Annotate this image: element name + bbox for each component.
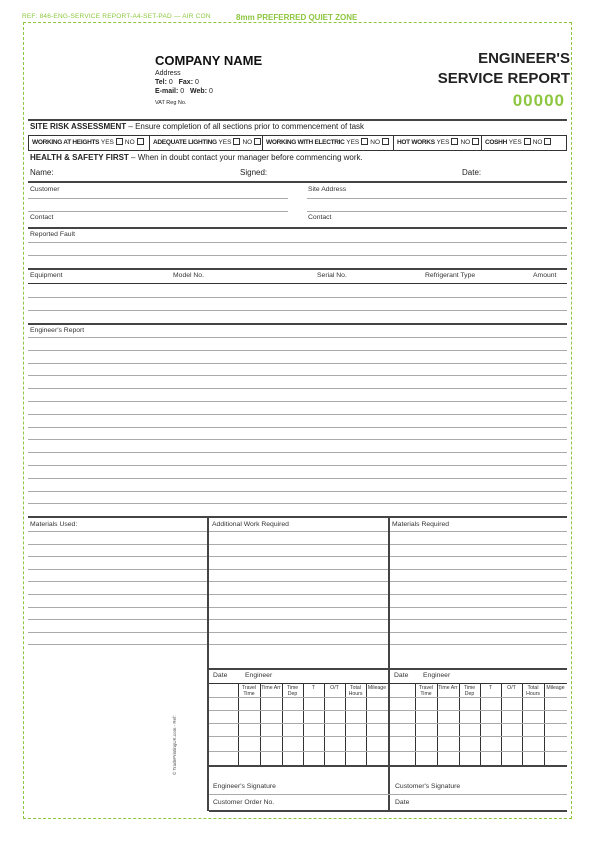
site-line-2[interactable] <box>307 211 567 212</box>
checkbox[interactable] <box>524 138 531 145</box>
additional-work-line[interactable] <box>209 619 388 620</box>
materials-used-line[interactable] <box>28 619 207 620</box>
additional-work-line[interactable] <box>209 531 388 532</box>
site-contact-label: Contact <box>308 214 332 221</box>
timesheet-date-label: Date <box>213 672 228 679</box>
report-line[interactable] <box>28 414 567 415</box>
report-number: 00000 <box>512 91 565 110</box>
risk-item-coshh: COSHH YES NO <box>482 136 566 150</box>
equipment-header-rule <box>28 283 567 284</box>
timesheet-header: T <box>488 685 493 691</box>
report-line[interactable] <box>28 439 567 440</box>
checkbox[interactable] <box>254 138 261 145</box>
checkbox[interactable] <box>233 138 240 145</box>
equipment-header: Equipment <box>30 272 63 279</box>
timesheet-header: Mileage <box>546 685 565 691</box>
contact-rule[interactable] <box>28 227 567 229</box>
report-line[interactable] <box>28 388 567 389</box>
risk-item-lighting: ADEQUATE LIGHTING YES NO <box>150 136 263 150</box>
timesheet-header: Time Arr <box>261 685 281 691</box>
timesheet-row[interactable] <box>390 736 567 737</box>
materials-used-line[interactable] <box>28 607 207 608</box>
timesheet-header: Travel Time <box>241 685 257 697</box>
materials-used-label: Materials Used: <box>30 521 78 528</box>
equipment-rule <box>28 323 567 325</box>
customer-line-1[interactable] <box>28 198 288 199</box>
materials-required-line[interactable] <box>390 544 567 545</box>
vat-reg: VAT Reg No. <box>155 100 187 106</box>
timesheet-bottom-rule <box>209 765 567 767</box>
quiet-zone-label: 8mm PREFERRED QUIET ZONE <box>236 13 358 22</box>
timesheet-header: Time Dep <box>463 685 476 697</box>
checkbox[interactable] <box>472 138 479 145</box>
report-line[interactable] <box>28 337 567 338</box>
timesheet-date-label: Date <box>394 672 409 679</box>
additional-work-line[interactable] <box>209 644 388 645</box>
risk-item-electric: WORKING WITH ELECTRIC YES NO <box>263 136 394 150</box>
report-line[interactable] <box>28 401 567 402</box>
additional-work-line[interactable] <box>209 581 388 582</box>
timesheet-row[interactable] <box>390 697 567 698</box>
materials-used-line[interactable] <box>28 556 207 557</box>
timesheet-row[interactable] <box>209 710 388 711</box>
company-tel-fax: Tel: 0 Fax: 0 <box>155 79 199 86</box>
engineers-report-label: Engineer's Report <box>30 327 85 334</box>
timesheet-header: Total Hours <box>348 685 363 697</box>
timesheet-row[interactable] <box>209 723 388 724</box>
materials-used-line[interactable] <box>28 644 207 645</box>
materials-used-line[interactable] <box>28 569 207 570</box>
materials-required-line[interactable] <box>390 581 567 582</box>
risk-item-heights: WORKING AT HEIGHTS YES NO <box>29 136 150 150</box>
customer-line-2[interactable] <box>28 211 288 212</box>
report-line[interactable] <box>28 363 567 364</box>
refrigerant-header: Refrigerant Type <box>425 272 476 279</box>
fault-rule <box>28 268 567 270</box>
contact-label: Contact <box>30 214 54 221</box>
materials-used-line[interactable] <box>28 544 207 545</box>
bottom-rule <box>209 810 567 812</box>
timesheet-row[interactable] <box>390 710 567 711</box>
name-rule[interactable] <box>28 181 567 183</box>
report-line[interactable] <box>28 503 567 504</box>
timesheet-header: Time Dep <box>286 685 299 697</box>
ref-text: REF: 846-ENG-SERVICE REPORT-A4-SET-PAD — AIR CON <box>22 13 211 20</box>
signed-label: Signed: <box>240 168 268 177</box>
report-line[interactable] <box>28 427 567 428</box>
timesheet-row[interactable] <box>209 751 388 752</box>
company-name: COMPANY NAME <box>155 53 263 68</box>
timesheet-row[interactable] <box>390 723 567 724</box>
timesheet-top-rule <box>209 668 567 670</box>
checkbox[interactable] <box>361 138 368 145</box>
timesheet-engineer-label: Engineer <box>245 672 273 679</box>
materials-used-line[interactable] <box>28 632 207 633</box>
timesheet-row[interactable] <box>390 751 567 752</box>
materials-required-label: Materials Required <box>392 521 450 528</box>
timesheet-engineer-label: Engineer <box>423 672 451 679</box>
title-line1: ENGINEER'S <box>478 50 570 67</box>
report-line[interactable] <box>28 478 567 479</box>
reported-fault-label: Reported Fault <box>30 231 75 238</box>
timesheet-header: O/T <box>330 685 339 691</box>
timesheet-header: T <box>311 685 316 691</box>
additional-work-line[interactable] <box>209 607 388 608</box>
materials-required-line[interactable] <box>390 607 567 608</box>
materials-used-line[interactable] <box>28 594 207 595</box>
risk-checkbox-row <box>28 135 567 151</box>
model-header: Model No. <box>173 272 204 279</box>
timesheet-row[interactable] <box>209 697 388 698</box>
equipment-row[interactable] <box>28 297 567 298</box>
serial-header: Serial No. <box>317 272 347 279</box>
timesheet-header: Time Arr <box>438 685 458 691</box>
timesheet-header: Travel Time <box>418 685 434 697</box>
report-line[interactable] <box>28 491 567 492</box>
timesheet-row[interactable] <box>209 736 388 737</box>
checkbox[interactable] <box>382 138 389 145</box>
additional-work-line[interactable] <box>209 632 388 633</box>
additional-work-line[interactable] <box>209 556 388 557</box>
title-line2: SERVICE REPORT <box>437 70 570 87</box>
materials-used-line[interactable] <box>28 581 207 582</box>
report-line[interactable] <box>28 375 567 376</box>
risk-item-hotworks: HOT WORKS YES NO <box>394 136 482 150</box>
risk-heading: SITE RISK ASSESSMENT – Ensure completion of all sections prior to commencement of task <box>30 122 365 131</box>
report-line[interactable] <box>28 350 567 351</box>
additional-work-line[interactable] <box>209 594 388 595</box>
checkbox[interactable] <box>116 138 123 145</box>
checkbox[interactable] <box>451 138 458 145</box>
company-email-web: E-mail: 0 Web: 0 <box>155 88 213 95</box>
additional-work-line[interactable] <box>209 569 388 570</box>
timesheet-header-rule <box>209 683 567 684</box>
risk-top-rule <box>28 119 567 121</box>
site-address-label: Site Address <box>308 186 347 193</box>
timesheet-header: O/T <box>507 685 516 691</box>
additional-work-label: Additional Work Required <box>212 521 289 528</box>
equipment-row[interactable] <box>28 310 567 311</box>
amount-header: Amount <box>533 272 557 279</box>
engineer-signature-label: Engineer's Signature <box>213 783 276 790</box>
imprint-text: © TradePrintingUK.com - Ref: <box>172 715 177 775</box>
health-safety-line: HEALTH & SAFETY FIRST – When in doubt contact your manager before commencing work. <box>30 153 363 162</box>
customer-order-label: Customer Order No. <box>213 799 275 806</box>
timesheet-header: Mileage <box>367 685 387 691</box>
customer-signature-label: Customer's Signature <box>395 783 461 790</box>
fault-line[interactable] <box>28 255 567 256</box>
additional-work-line[interactable] <box>209 544 388 545</box>
company-address: Address <box>155 70 181 77</box>
materials-required-line[interactable] <box>390 594 567 595</box>
materials-required-line[interactable] <box>390 619 567 620</box>
checkbox[interactable] <box>544 138 551 145</box>
materials-used-line[interactable] <box>28 531 207 532</box>
customer-label: Customer <box>30 186 60 193</box>
materials-required-line[interactable] <box>390 531 567 532</box>
materials-required-line[interactable] <box>390 569 567 570</box>
materials-required-line[interactable] <box>390 632 567 633</box>
materials-required-line[interactable] <box>390 556 567 557</box>
name-label: Name: <box>30 168 54 177</box>
checkbox[interactable] <box>137 138 144 145</box>
report-rule <box>28 516 567 518</box>
site-line-1[interactable] <box>307 198 567 199</box>
report-line[interactable] <box>28 465 567 466</box>
signature-date-label: Date <box>395 799 410 806</box>
fault-line[interactable] <box>28 242 567 243</box>
signature-rule[interactable] <box>209 794 567 795</box>
date-label: Date: <box>462 168 482 177</box>
report-line[interactable] <box>28 452 567 453</box>
materials-required-line[interactable] <box>390 644 567 645</box>
timesheet-header: Total Hours <box>526 685 540 697</box>
